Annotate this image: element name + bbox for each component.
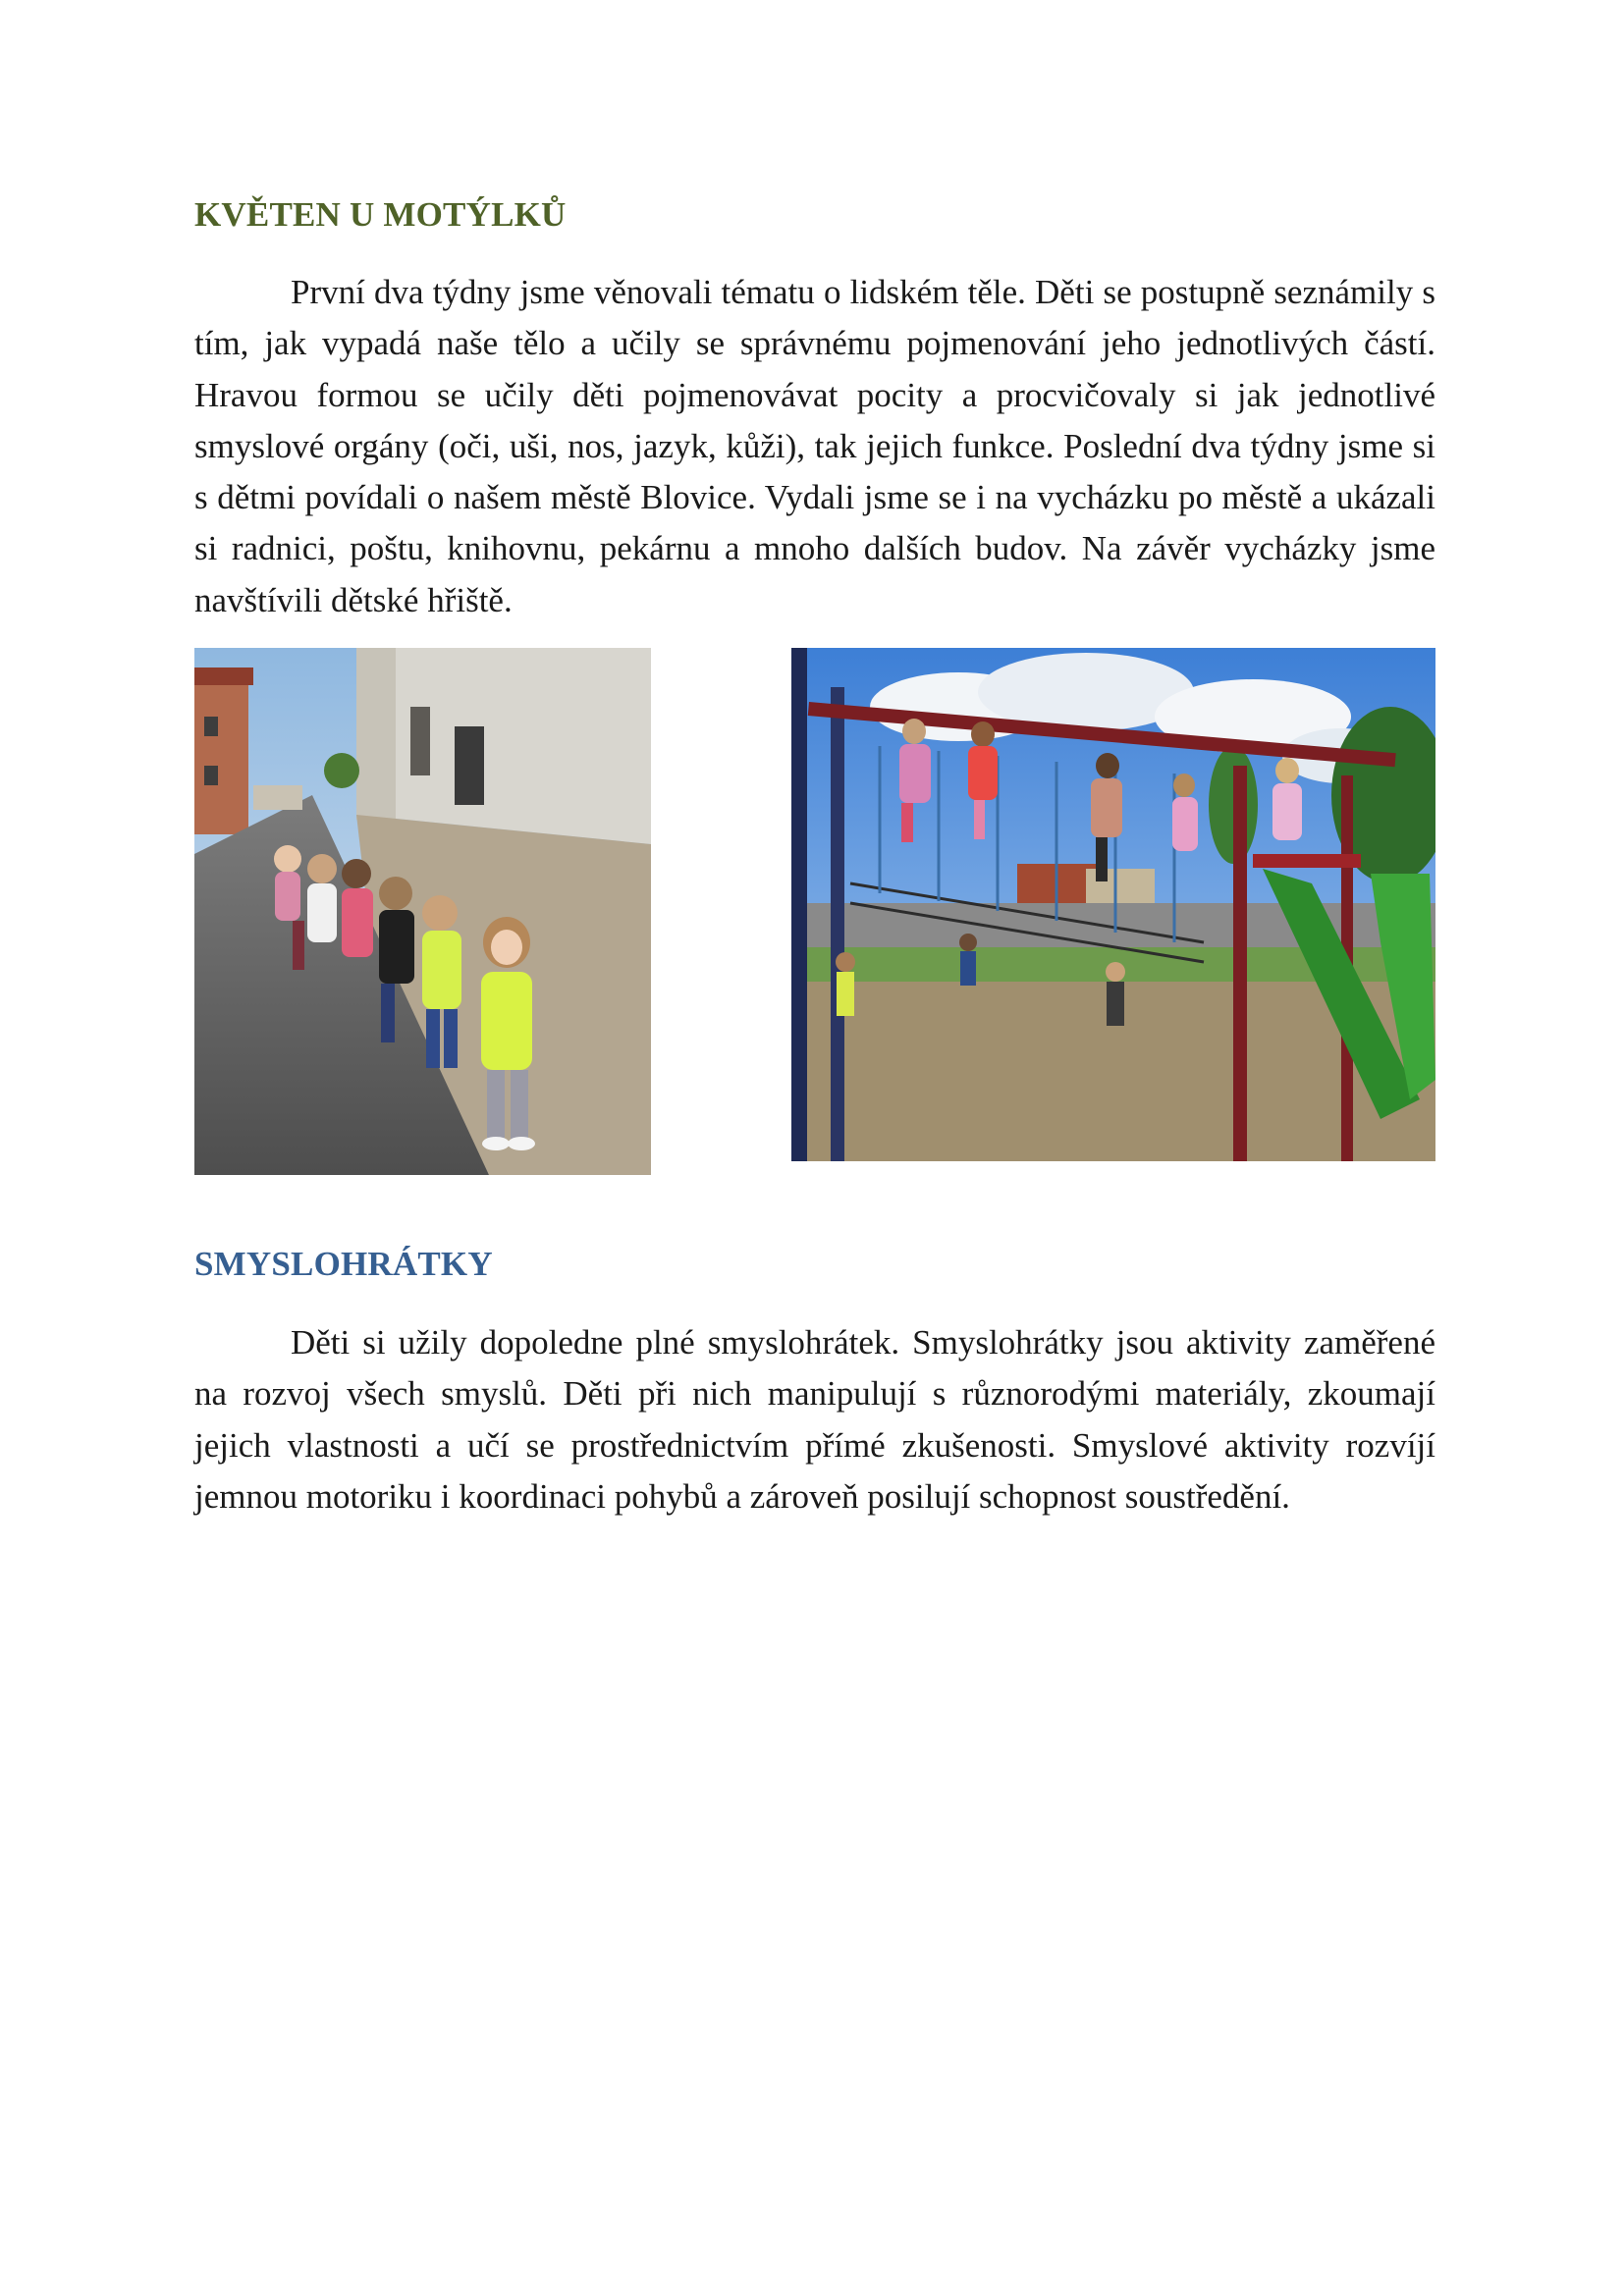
section-paragraph-kveten: První dva týdny jsme věnovali tématu o lidském těle. Děti se postupně seznámily s tím, jak vypadá naše tělo a učily se správnému pojmenování jeho jednotlivých částí. Hravou formou se učily děti pojmenovávat pocity a procvičovaly si jak jednotlivé smyslové orgány (oči, uši, nos, jazyk, kůži), tak jejich funkce. Poslední dva týdny jsme si s dětmi povídali o našem městě Blovice. Vydali jsme se i na vycházku po městě a ukázali si radnici, poštu, knihovnu, pekárnu a mnoho dalších budov. Na závěr vycházky jsme navštívili dětské hřiště. (194, 273, 1435, 619)
section-heading-smyslohratky: SMYSLOHRÁTKY (194, 1245, 493, 1283)
section-heading-kveten: KVĚTEN U MOTÝLKŮ (194, 195, 567, 234)
section-paragraph-smyslohratky: Děti si užily dopoledne plné smyslohrátek. Smyslohrátky jsou aktivity zaměřené na rozvoj všech smyslů. Děti při nich manipulují s různorodými materiály, zkoumají jejich vlastnosti a učí se prostřednictvím přímé zkušenosti. Smyslové aktivity rozvíjí jemnou motoriku i koordinaci pohybů a zároveň posilují schopnost soustředění. (194, 1323, 1435, 1516)
photo-children-walking (194, 648, 651, 1175)
photo-children-playground (791, 648, 1435, 1161)
